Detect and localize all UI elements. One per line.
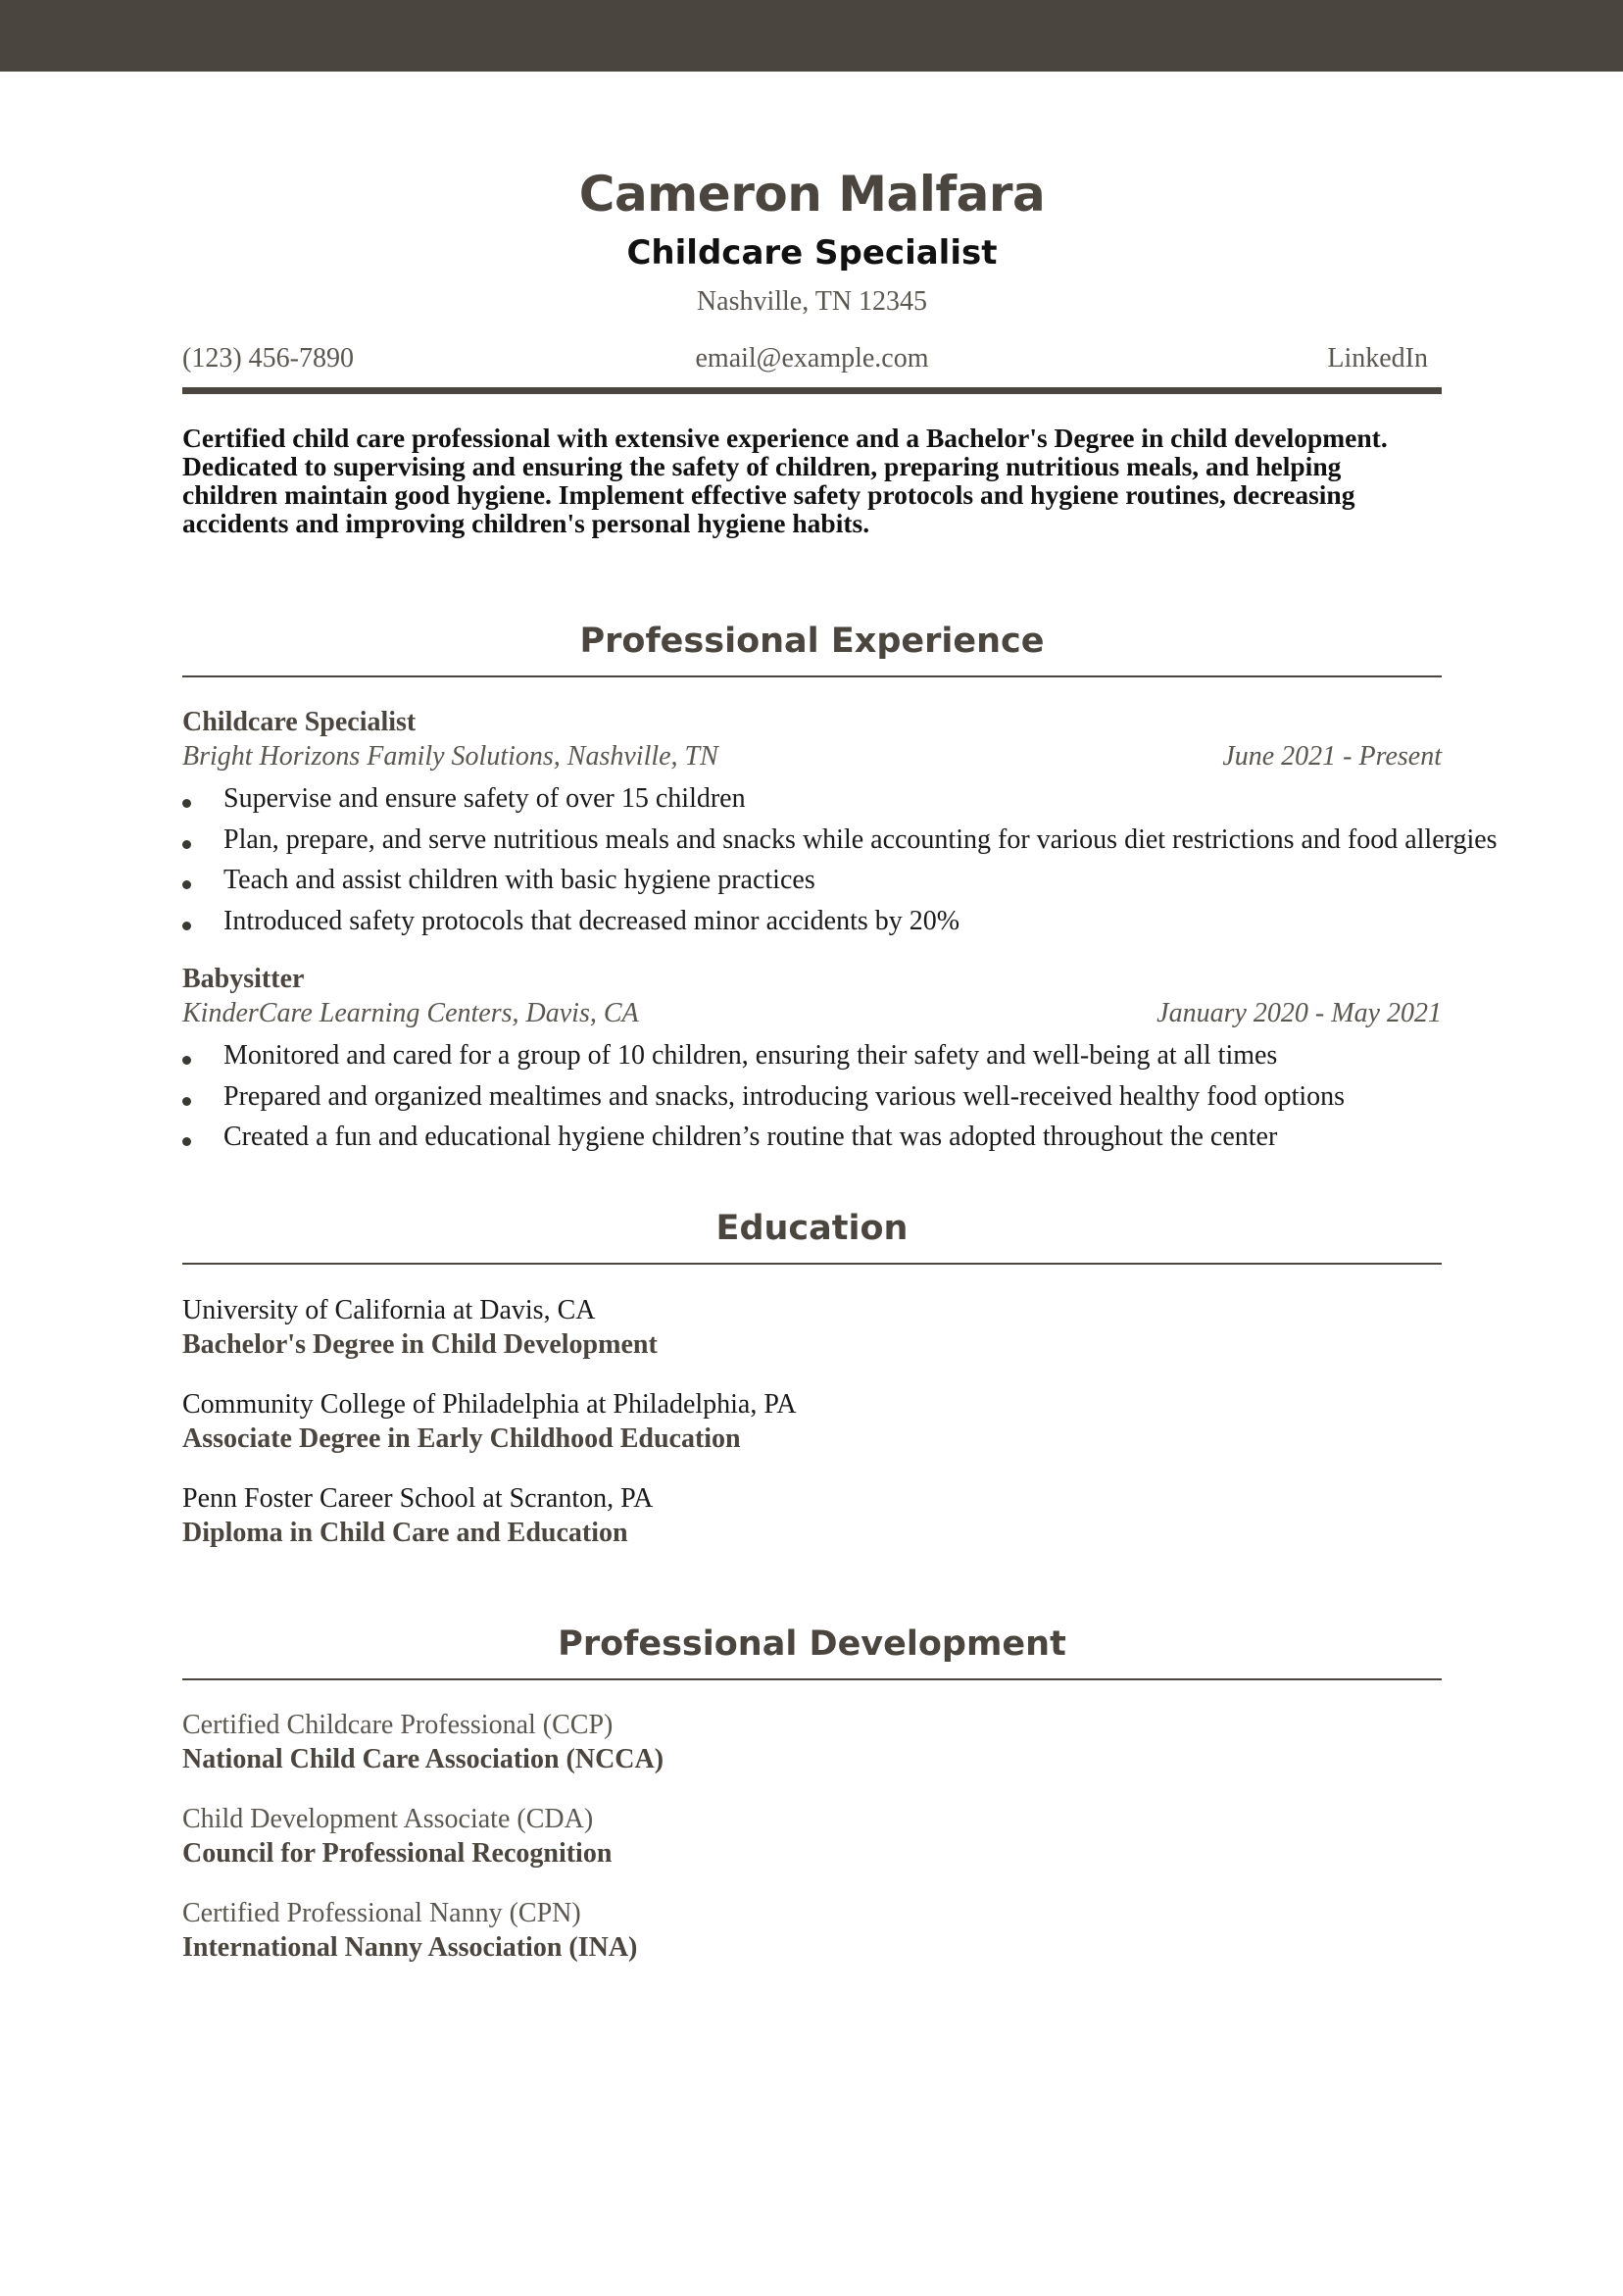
job-company: Bright Horizons Family Solutions, Nashville, TN [182, 741, 718, 772]
job-bullet-list [182, 782, 1498, 945]
bullet-icon [182, 1137, 191, 1146]
top-color-bar [0, 0, 1623, 72]
certification-org: Council for Professional Recognition [182, 1838, 613, 1869]
contact-row [182, 341, 1442, 376]
bullet-icon [182, 1056, 191, 1065]
certification-org: International Nanny Association (INA) [182, 1932, 638, 1963]
experience-heading: Professional Experience [579, 622, 1045, 661]
job-dates: June 2021 - Present [1222, 741, 1442, 772]
job-title: Childcare Specialist [182, 707, 417, 737]
job-dates: January 2020 - May 2021 [1156, 998, 1442, 1028]
phone-text: (123) 456-7890 [182, 343, 354, 374]
header-divider [182, 387, 1442, 394]
education-school: Community College of Philadelphia at Philadelphia, PA [182, 1389, 797, 1420]
certification-name: Certified Professional Nanny (CPN) [182, 1898, 581, 1928]
job-bullet-list [182, 1039, 1442, 1162]
education-heading: Education [715, 1209, 909, 1248]
candidate-role: Childcare Specialist [626, 233, 998, 273]
linkedin-link[interactable]: LinkedIn [1327, 343, 1428, 374]
job-title: Babysitter [182, 964, 305, 994]
candidate-name: Cameron Malfara [578, 166, 1046, 223]
list-item: Teach and assist children with basic hygiene practices [182, 864, 1442, 905]
certification-name: Certified Childcare Professional (CCP) [182, 1710, 614, 1740]
education-divider [182, 1263, 1442, 1265]
experience-divider [182, 675, 1442, 677]
certification-name: Child Development Associate (CDA) [182, 1804, 594, 1834]
bullet-icon [182, 880, 191, 889]
certification-org: National Child Care Association (NCCA) [182, 1744, 664, 1774]
list-item: Created a fun and educational hygiene children’s routine that was adopted throughout the center [182, 1121, 1442, 1162]
candidate-location: Nashville, TN 12345 [696, 286, 928, 317]
education-school: University of California at Davis, CA [182, 1295, 596, 1325]
development-heading: Professional Development [558, 1624, 1066, 1664]
development-divider [182, 1678, 1442, 1680]
job-company: KinderCare Learning Centers, Davis, CA [182, 998, 639, 1028]
list-item: Prepared and organized mealtimes and snacks, introducing various well-received healthy food options [182, 1080, 1442, 1122]
bullet-icon [182, 922, 191, 930]
summary-paragraph: Certified child care professional with extensive experience and a Bachelor's Degree in child development. Dedicated to supervising and ensuring the safety of children, preparing nutritious meals, and helping children maintain good hygiene. Implement effective safety protocols and hygiene routines, decreasing accidents and improving children's personal hygiene habits. [182, 423, 1388, 538]
list-item: Supervise and ensure safety of over 15 children [182, 782, 1442, 824]
email-text: email@example.com [695, 343, 929, 374]
education-degree: Associate Degree in Early Childhood Education [182, 1423, 741, 1454]
bullet-icon [182, 1097, 191, 1106]
bullet-icon [182, 799, 191, 808]
list-item: Monitored and cared for a group of 10 children, ensuring their safety and well-being at all times [182, 1039, 1442, 1080]
list-item: Introduced safety protocols that decreased minor accidents by 20% [182, 905, 1442, 946]
education-school: Penn Foster Career School at Scranton, PA [182, 1483, 654, 1514]
bullet-icon [182, 840, 191, 849]
education-degree: Bachelor's Degree in Child Development [182, 1329, 658, 1360]
education-degree: Diploma in Child Care and Education [182, 1518, 628, 1548]
list-item: Plan, prepare, and serve nutritious meals and snacks while accounting for various diet restrictions and food allergies [182, 824, 1442, 865]
